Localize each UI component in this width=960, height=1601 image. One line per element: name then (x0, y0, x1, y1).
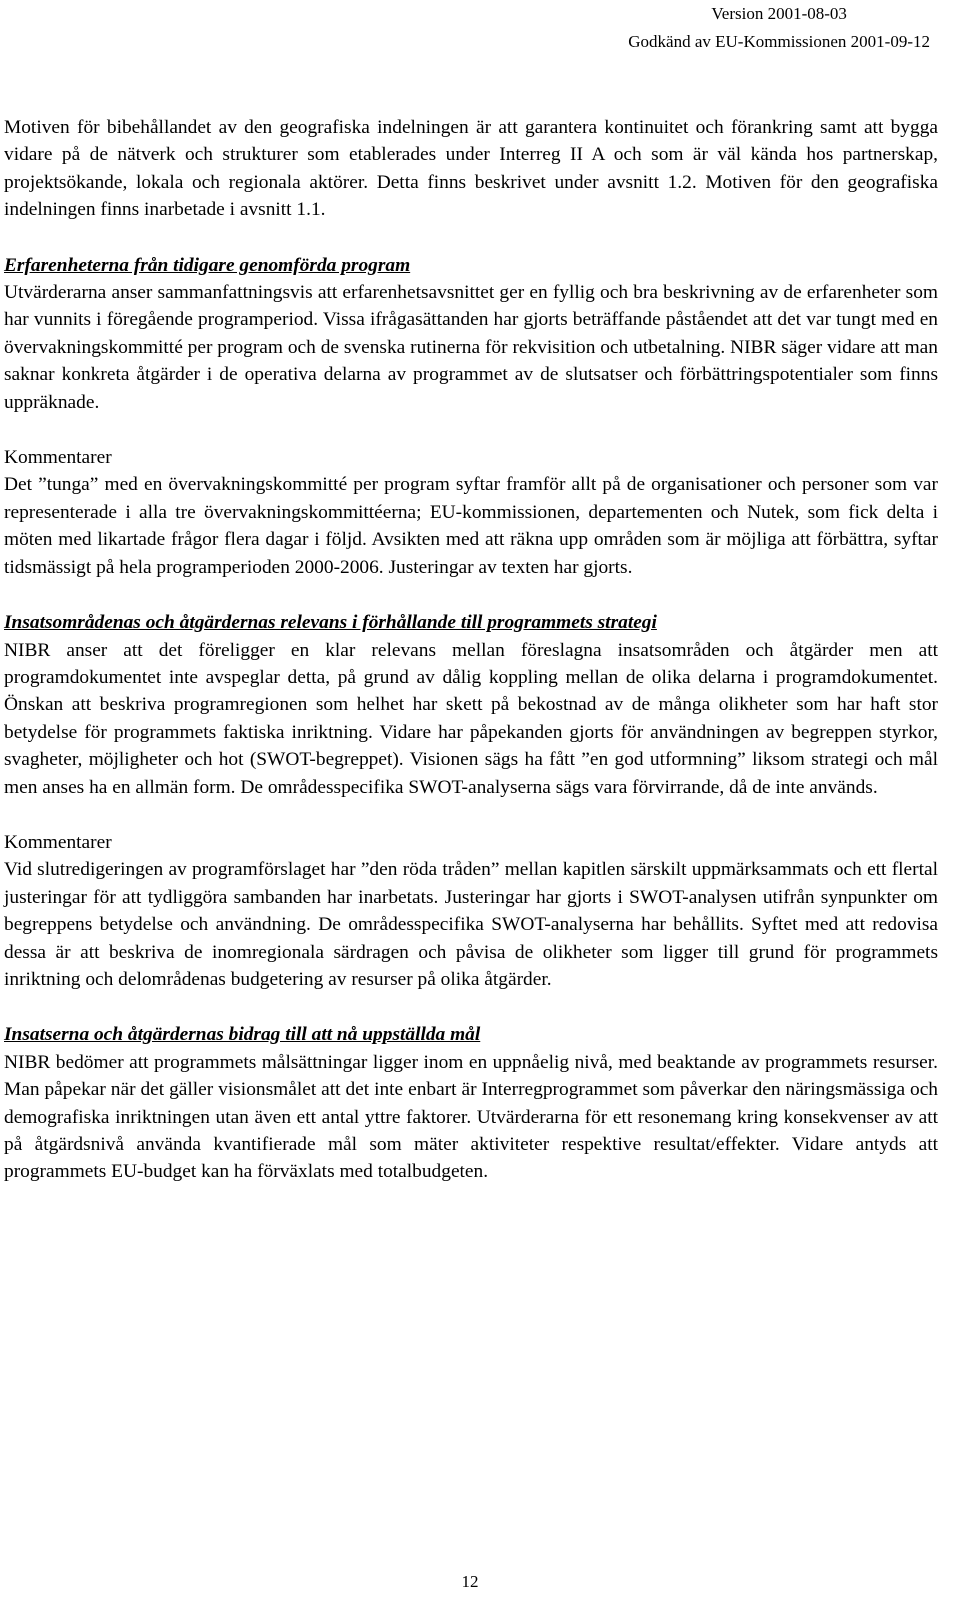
section-heading-experiences: Erfarenheterna från tidigare genomförda program (4, 254, 411, 276)
comment-label: Kommentarer (4, 447, 112, 469)
section-heading-relevance: Insatsområdenas och åtgärdernas relevans i förhållande till programmets strategi (4, 612, 657, 634)
document-body (4, 114, 938, 1186)
section-body-experiences: Utvärderarna anser sammanfattningsvis att erfarenhetsavsnittet ger en fyllig och bra beskrivning av de erfarenheter som har vunnits i föregående programperiod. Vissa ifrågasättanden har gjorts beträffande påståendet att det var tungt med en övervakningskommitté per program och de svenska rutinerna för rekvisition och utbetalning. NIBR säger vidare att man saknar konkreta åtgärder i de operativa delarna av programmet av de slutsatser och förbättringspotentialer som finns uppräknade. (4, 282, 938, 413)
comment-label: Kommentarer (4, 831, 112, 853)
section-body-relevance: NIBR anser att det föreligger en klar relevans mellan föreslagna insatsområden och åtgärder men att programdokumentet inte avspeglar detta, på grund av dålig koppling mellan de olika delarna i programdokumentet. Önskan att beskriva programregionen som helhet har skett på bekostnad av de många olikheter som har haft stor betydelse för programmets faktiska inriktning. Vidare har påpekanden gjorts för användningen av begreppen styrkor, svagheter, möjligheter och hot (SWOT-begreppet). Visionen sägs ha fått ”en god utformning” liksom strategi och mål men anses ha en allmän form. De områdesspecifika SWOT-analyserna sägs vara förvirrande, då de inte används. (4, 639, 938, 798)
section-body-goals: NIBR bedömer att programmets målsättningar ligger inom en uppnåelig nivå, med beaktande av programmets resurser. Man påpekar när det gäller visionsmålet att det inte enbart är Interregprogrammet som påverkar den näringsmässiga och demografiska inriktningen utan även ett antal yttre faktorer. Utvärderarna för ett resonemang kring konsekvenser av att på åtgärdsnivå använda kvantifierade mål som mäter aktiviteter respektive resultat/effekter. Vidare antyds att programmets EU-budget kan ha förväxlats med totalbudgeten. (4, 1051, 938, 1183)
intro-paragraph: Motiven för bibehållandet av den geografiska indelningen är att garantera kontinuitet och förankring samt att bygga vidare på de nätverk och strukturer som etablerades under Interreg II A och som är väl kända hos partnerskap, projektsökande, lokala och regionala aktörer. Detta finns beskrivet under avsnitt 1.2. Motiven för den geografiska indelningen finns inarbetade i avsnitt 1.1. (4, 117, 938, 221)
page-header (628, 0, 930, 56)
page-number: 12 (461, 1572, 479, 1591)
section-heading-goals: Insatserna och åtgärdernas bidrag till att nå uppställda mål (4, 1024, 481, 1046)
approval-line: Godkänd av EU-Kommissionen 2001-09-12 (628, 32, 930, 51)
comment-body: Det ”tunga” med en övervakningskommitté per program syftar framför allt på de organisationer och personer som var representerade i alla tre övervakningskommittéerna; EU-kommissionen, departementen och Nutek, som fick delta i möten med likartade frågor flera dagar i följd. Avsikten med att räkna upp områden som är möjliga att förbättra, syftar tidsmässigt på hela programperioden 2000-2006. Justeringar av texten har gjorts. (4, 474, 938, 578)
version-line: Version 2001-08-03 (711, 4, 847, 23)
comment-body: Vid slutredigeringen av programförslaget har ”den röda tråden” mellan kapitlen särskilt uppmärksammats och ett flertal justeringar för att tydliggöra sambanden har inarbetats. Justeringar har gjorts i SWOT-analysen utifrån synpunkter om begreppens betydelse och användning. De områdesspecifika SWOT-analyserna har behållits. Syftet med att redovisa dessa är att beskriva de inomregionala särdragen och påvisa de olikheter som ligger till grund för programmets inriktning och delområdenas budgetering av resurser på olika åtgärder. (4, 859, 938, 990)
